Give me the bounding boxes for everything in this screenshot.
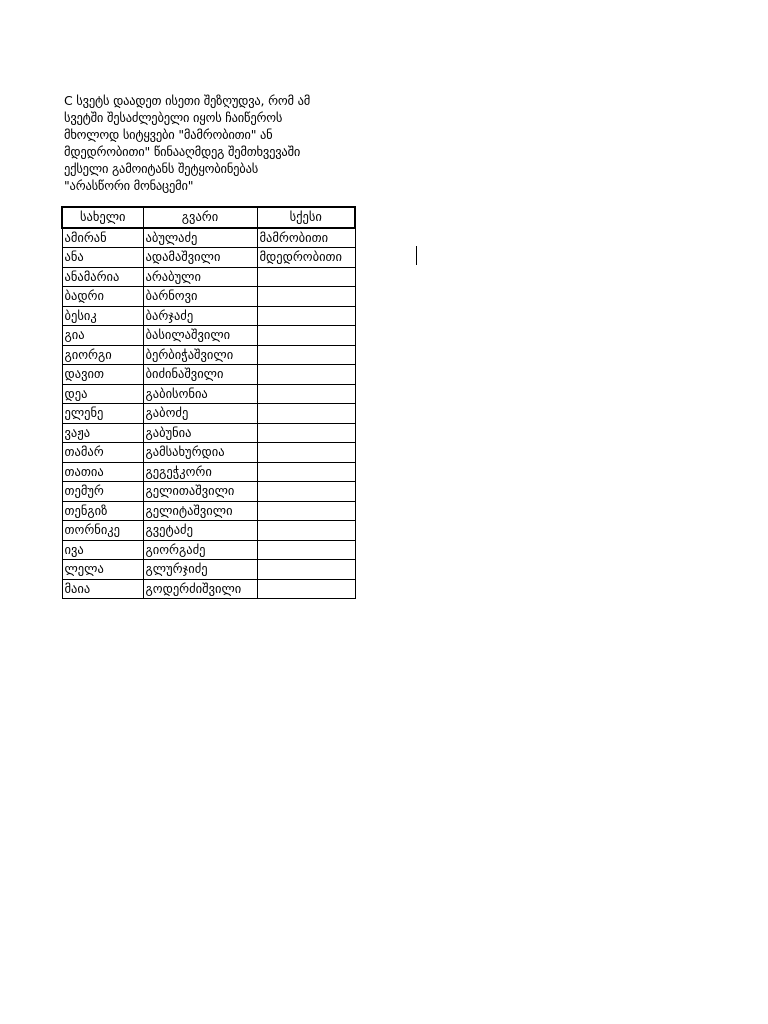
last-name-cell[interactable]: ბარჯაძე — [143, 306, 257, 326]
table-row — [62, 443, 355, 463]
first-name-cell[interactable]: თემურ — [62, 482, 143, 502]
table-row — [62, 345, 355, 365]
gender-cell[interactable] — [257, 287, 355, 307]
table-row — [62, 462, 355, 482]
first-name-cell[interactable]: თამარ — [62, 443, 143, 463]
table-row — [62, 267, 355, 287]
table-row — [62, 228, 355, 248]
gender-cell[interactable] — [257, 345, 355, 365]
table-body — [62, 228, 355, 599]
table-row — [62, 326, 355, 346]
gender-cell[interactable] — [257, 443, 355, 463]
first-name-cell[interactable]: გიორგი — [62, 345, 143, 365]
gender-cell[interactable] — [257, 501, 355, 521]
table-row — [62, 287, 355, 307]
table-row — [62, 365, 355, 385]
gender-cell[interactable] — [257, 267, 355, 287]
header-gender[interactable]: სქესი — [257, 207, 355, 228]
text-cursor — [416, 246, 417, 265]
gender-cell[interactable] — [257, 423, 355, 443]
gender-cell[interactable] — [257, 384, 355, 404]
names-table — [61, 206, 356, 599]
last-name-cell[interactable]: აბულაძე — [143, 228, 257, 248]
last-name-cell[interactable]: გლურჯიძე — [143, 560, 257, 580]
table-row — [62, 404, 355, 424]
gender-cell[interactable] — [257, 482, 355, 502]
last-name-cell[interactable]: გელიტაშვილი — [143, 501, 257, 521]
first-name-cell[interactable]: მაია — [62, 579, 143, 599]
last-name-cell[interactable]: ბასილაშვილი — [143, 326, 257, 346]
table-row — [62, 306, 355, 326]
last-name-cell[interactable]: ადამაშვილი — [143, 248, 257, 268]
instruction-line: "არასწორი მონაცემი" — [64, 178, 194, 193]
table-row — [62, 423, 355, 443]
gender-cell[interactable] — [257, 326, 355, 346]
first-name-cell[interactable]: დეა — [62, 384, 143, 404]
table-row — [62, 501, 355, 521]
last-name-cell[interactable]: ბარნოვი — [143, 287, 257, 307]
last-name-cell[interactable]: არაბული — [143, 267, 257, 287]
first-name-cell[interactable]: ამირან — [62, 228, 143, 248]
last-name-cell[interactable]: გვეტაძე — [143, 521, 257, 541]
gender-cell[interactable] — [257, 560, 355, 580]
instruction-line: ექსელი გამოიტანს შეტყობინებას — [64, 161, 259, 176]
first-name-cell[interactable]: ბადრი — [62, 287, 143, 307]
gender-cell[interactable] — [257, 404, 355, 424]
first-name-cell[interactable]: ვაჟა — [62, 423, 143, 443]
gender-cell[interactable] — [257, 306, 355, 326]
first-name-cell[interactable]: ბესიკ — [62, 306, 143, 326]
header-last-name[interactable]: გვარი — [143, 207, 257, 228]
gender-cell[interactable] — [257, 540, 355, 560]
first-name-cell[interactable]: თენგიზ — [62, 501, 143, 521]
last-name-cell[interactable]: გაბოძე — [143, 404, 257, 424]
table-row — [62, 248, 355, 268]
header-first-name[interactable]: სახელი — [62, 207, 143, 228]
last-name-cell[interactable]: გოდერძიშვილი — [143, 579, 257, 599]
table-row — [62, 384, 355, 404]
last-name-cell[interactable]: ბიძინაშვილი — [143, 365, 257, 385]
table-header-row — [62, 207, 355, 228]
first-name-cell[interactable]: ლელა — [62, 560, 143, 580]
instruction-line: მდედრობითი" წინააღმდეგ შემთხვევაში — [64, 144, 301, 159]
gender-cell[interactable] — [257, 462, 355, 482]
instruction-text — [64, 92, 364, 194]
instruction-line: მხოლოდ სიტყვები "მამრობითი" ან — [64, 127, 273, 142]
last-name-cell[interactable]: ბერბიჭაშვილი — [143, 345, 257, 365]
last-name-cell[interactable]: გიორგაძე — [143, 540, 257, 560]
first-name-cell[interactable]: თათია — [62, 462, 143, 482]
instruction-line: C სვეტს დაადეთ ისეთი შეზღუდვა, რომ ამ — [64, 93, 311, 108]
table-row — [62, 579, 355, 599]
last-name-cell[interactable]: გაბუნია — [143, 423, 257, 443]
gender-cell[interactable]: მამრობითი — [257, 228, 355, 248]
table-row — [62, 482, 355, 502]
last-name-cell[interactable]: გამსახურდია — [143, 443, 257, 463]
first-name-cell[interactable]: ანა — [62, 248, 143, 268]
table-row — [62, 521, 355, 541]
last-name-cell[interactable]: გაბისონია — [143, 384, 257, 404]
first-name-cell[interactable]: გია — [62, 326, 143, 346]
table-row — [62, 560, 355, 580]
instruction-line: სვეტში შესაძლებელი იყოს ჩაიწეროს — [64, 110, 283, 125]
gender-cell[interactable] — [257, 365, 355, 385]
first-name-cell[interactable]: დავით — [62, 365, 143, 385]
gender-cell[interactable] — [257, 521, 355, 541]
table-row — [62, 540, 355, 560]
gender-cell[interactable] — [257, 579, 355, 599]
last-name-cell[interactable]: გელითაშვილი — [143, 482, 257, 502]
gender-cell[interactable]: მდედრობითი — [257, 248, 355, 268]
first-name-cell[interactable]: ივა — [62, 540, 143, 560]
last-name-cell[interactable]: გეგეჭკორი — [143, 462, 257, 482]
first-name-cell[interactable]: ანამარია — [62, 267, 143, 287]
first-name-cell[interactable]: ელენე — [62, 404, 143, 424]
first-name-cell[interactable]: თორნიკე — [62, 521, 143, 541]
